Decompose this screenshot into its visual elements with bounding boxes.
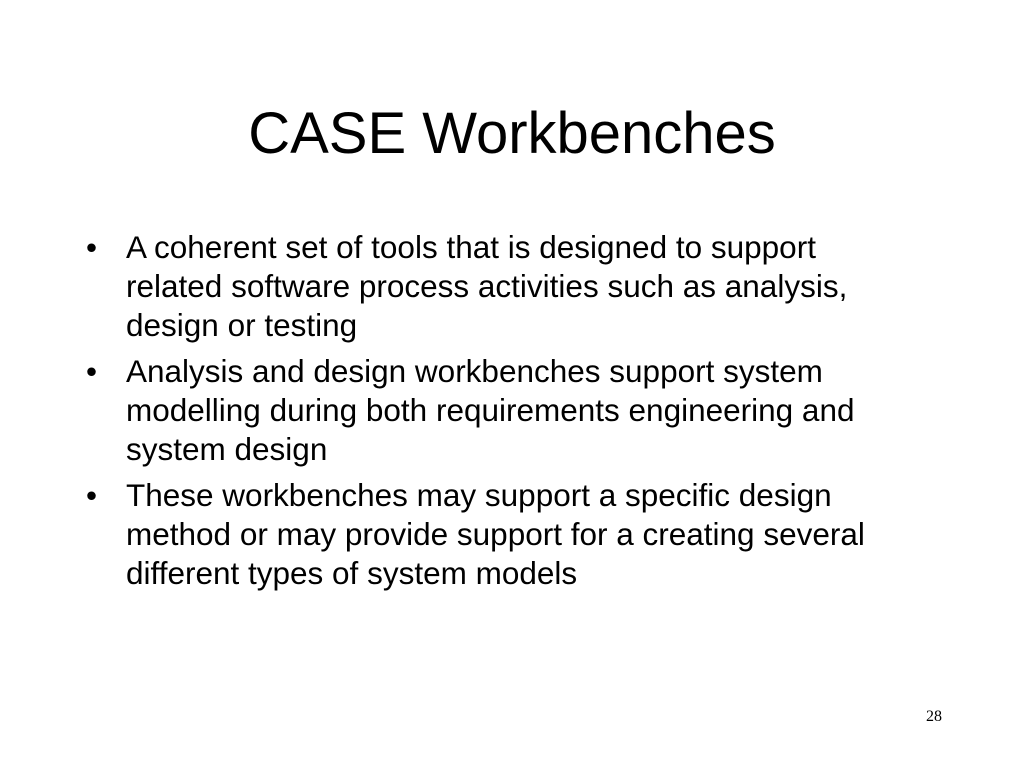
page-number: 28 (926, 708, 942, 725)
bullet-icon: • (86, 477, 98, 513)
bullet-item (84, 352, 914, 469)
slide-title: CASE Workbenches (248, 101, 776, 166)
bullet-item (84, 476, 914, 593)
bullet-icon: • (86, 353, 98, 389)
bullet-text: These workbenches may support a specific design method or may provide support for a creating several different types of system models (126, 477, 865, 591)
bullet-text: A coherent set of tools that is designed to support related software process activities such as analysis, design or testing (126, 229, 848, 343)
bullet-item (84, 228, 914, 345)
bullet-icon: • (86, 229, 98, 265)
bullet-text: Analysis and design workbenches support system modelling during both requirements engineering and system design (126, 353, 855, 467)
bullet-list (84, 228, 914, 600)
